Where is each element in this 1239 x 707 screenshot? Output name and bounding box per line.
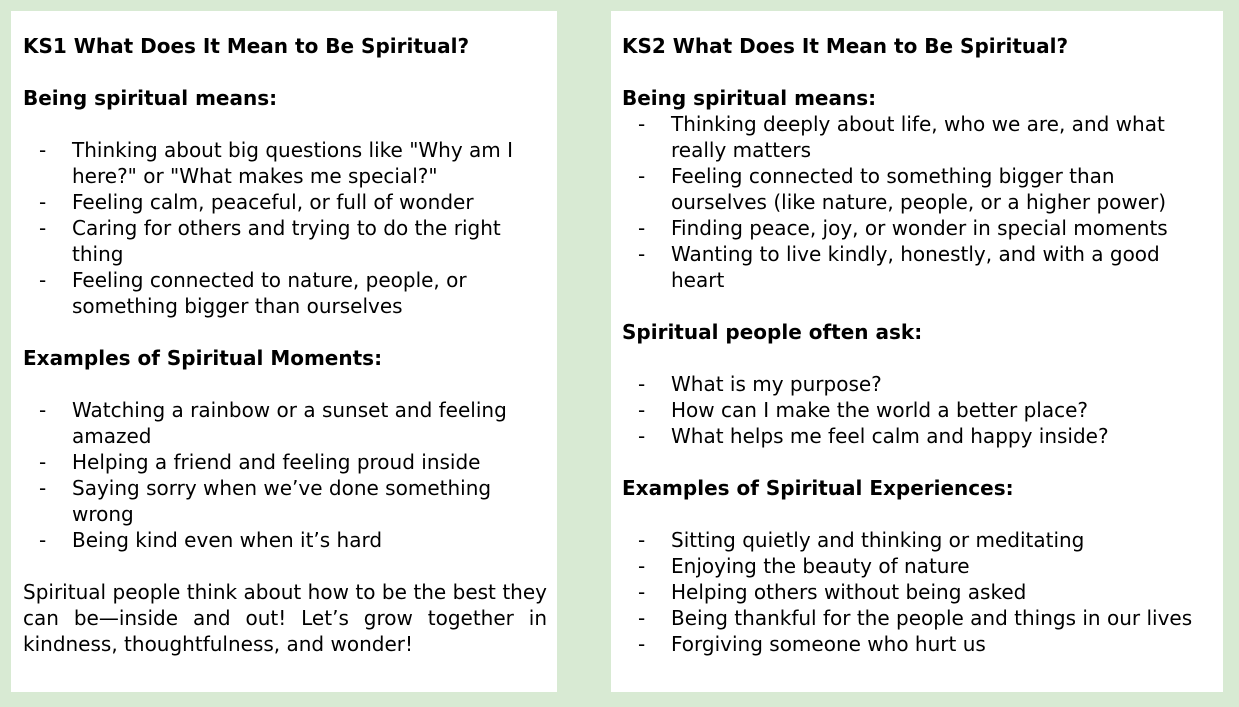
list-item: - Feeling connected to nature, people, or something bigger than ourselves [23,267,547,319]
ks2-heading-often-ask: Spiritual people often ask: [622,320,923,344]
list-item: - What helps me feel calm and happy inside? [622,423,1213,449]
list-item: - Helping others without being asked [622,579,1213,605]
ks1-closing-paragraph: Spiritual people think about how to be the best they can be—inside and out! Let’s grow together in kindness, thoughtfulness, and wonder! [23,580,547,656]
ks2-heading-being-spiritual: Being spiritual means: [622,86,877,110]
list-item: - Feeling connected to something bigger than ourselves (like nature, people, or a higher power) [622,163,1213,215]
list-item: - Thinking about big questions like "Why am I here?" or "What makes me special?" [23,137,547,189]
list-item: - Forgiving someone who hurt us [622,631,1213,657]
ks1-panel [11,11,557,692]
list-item: - Helping a friend and feeling proud inside [23,449,547,475]
ks1-title: KS1 What Does It Mean to Be Spiritual? [23,34,470,58]
list-item: - How can I make the world a better place? [622,397,1213,423]
ks2-panel [611,11,1223,692]
list-item: - Enjoying the beauty of nature [622,553,1213,579]
ks2-list-experiences [622,527,1213,657]
ks2-title: KS2 What Does It Mean to Be Spiritual? [622,34,1069,58]
ks1-heading-examples: Examples of Spiritual Moments: [23,346,383,370]
list-item: - Caring for others and trying to do the right thing [23,215,547,267]
list-item: - Sitting quietly and thinking or meditating [622,527,1213,553]
list-item: - Wanting to live kindly, honestly, and with a good heart [622,241,1213,293]
list-item: - Being kind even when it’s hard [23,527,547,553]
list-item: - Being thankful for the people and things in our lives [622,605,1213,631]
list-item: - Thinking deeply about life, who we are, and what really matters [622,111,1213,163]
ks1-list-examples [23,397,547,553]
ks1-list-being-spiritual [23,137,547,319]
list-item: - Finding peace, joy, or wonder in special moments [622,215,1213,241]
list-item: - Saying sorry when we’ve done something wrong [23,475,547,527]
ks1-heading-being-spiritual: Being spiritual means: [23,86,278,110]
list-item: - Feeling calm, peaceful, or full of wonder [23,189,547,215]
list-item: - Watching a rainbow or a sunset and feeling amazed [23,397,547,449]
list-item: - What is my purpose? [622,371,1213,397]
ks2-list-being-spiritual [622,111,1213,293]
ks2-list-often-ask [622,371,1213,449]
ks2-heading-experiences: Examples of Spiritual Experiences: [622,476,1014,500]
